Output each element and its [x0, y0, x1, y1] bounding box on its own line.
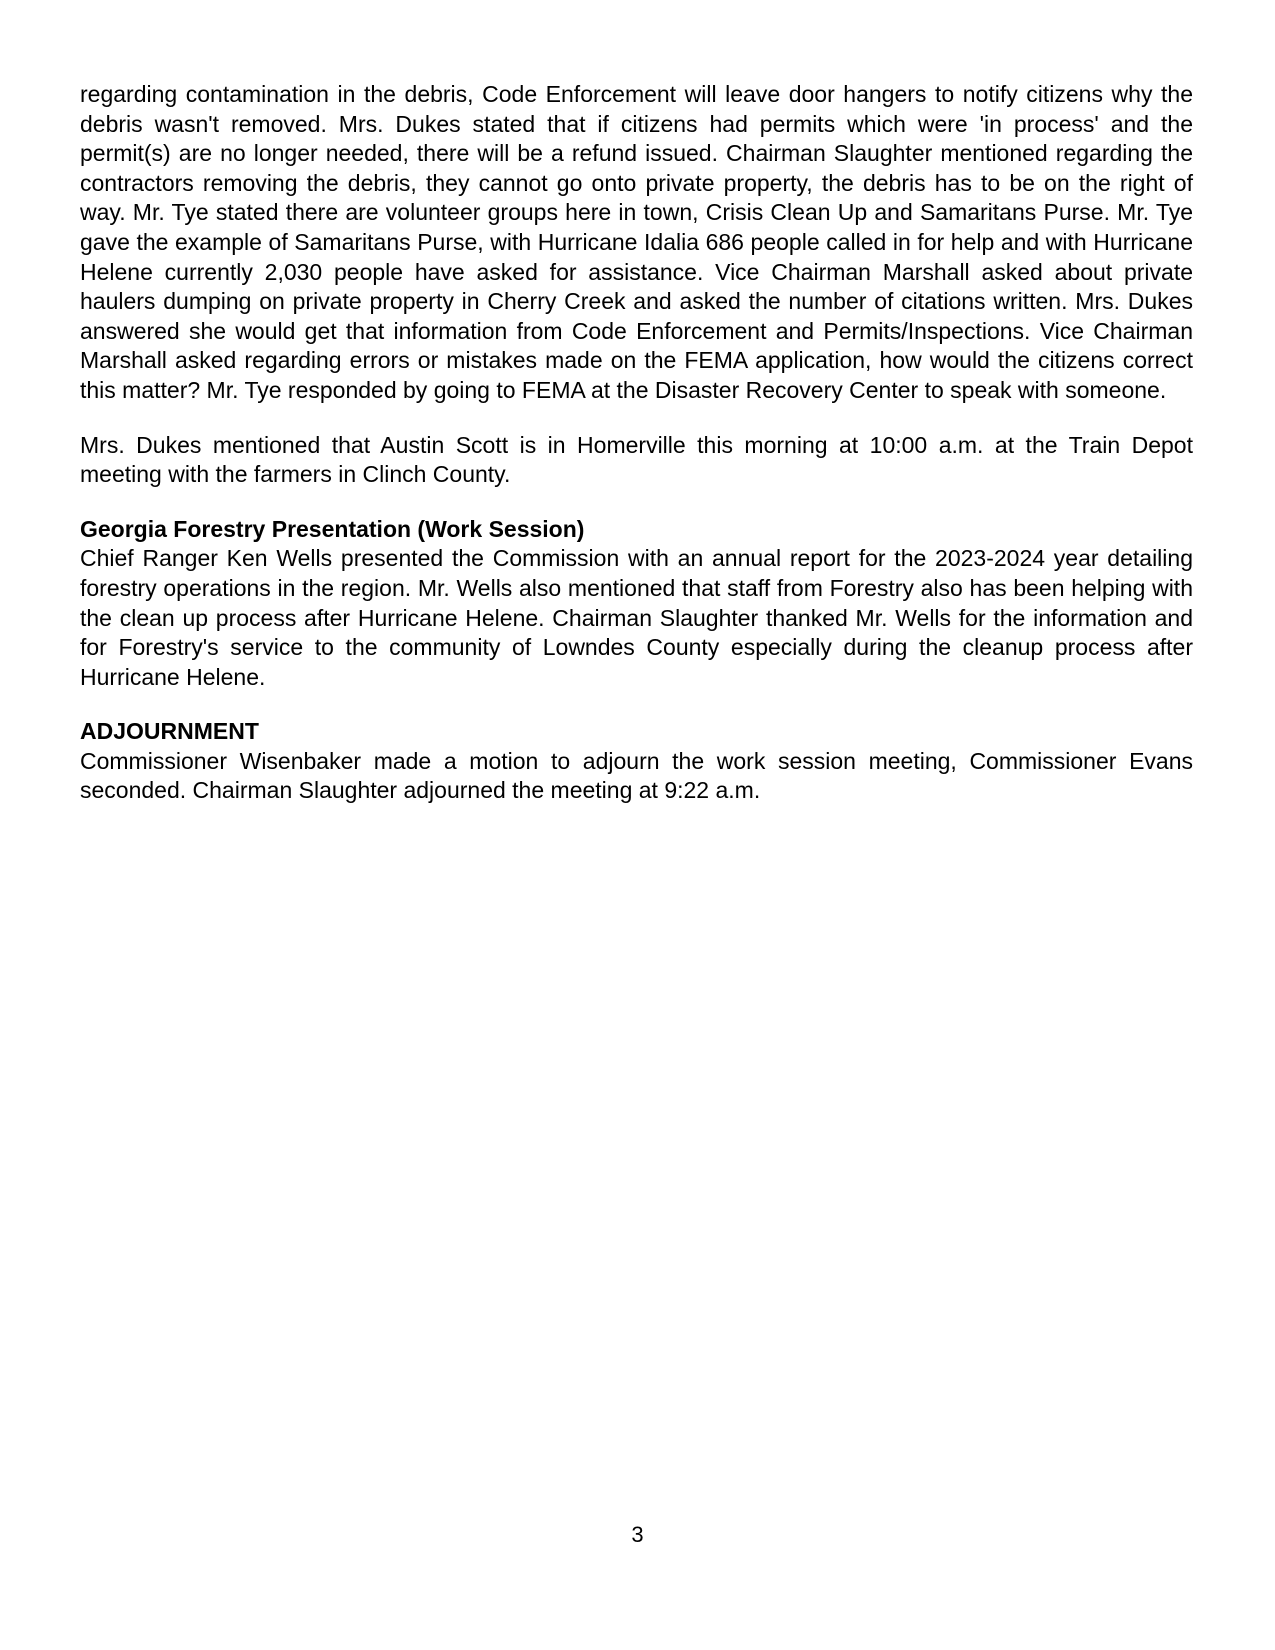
dukes-paragraph: Mrs. Dukes mentioned that Austin Scott is in Homerville this morning at 10:00 a.m. at the Train Depot meeting with the farmers in Clinch County. [80, 431, 1193, 488]
page-number: 3 [631, 1522, 644, 1547]
forestry-heading: Georgia Forestry Presentation (Work Session) [80, 515, 585, 542]
forestry-body: Chief Ranger Ken Wells presented the Commission with an annual report for the 2023-2024 year detailing forestry operations in the region. Mr. Wells also mentioned that staff from Forestry also has been helping with the clean up process after Hurricane Helene. Chairman Slaughter thanked Mr. Wells for the information and for Forestry's service to the community of Lowndes County especially during the cleanup process after Hurricane Helene. [80, 545, 1193, 690]
forestry-section [80, 515, 1193, 693]
continuation-paragraph: regarding contamination in the debris, Code Enforcement will leave door hangers to notify citizens why the debris wasn't removed. Mrs. Dukes stated that if citizens had permits which were 'in process' and the permit(s) are no longer needed, there will be a refund issued. Chairman Slaughter mentioned regarding the contractors removing the debris, they cannot go onto private property, the debris has to be on the right of way. Mr. Tye stated there are volunteer groups here in town, Crisis Clean Up and Samaritans Purse. Mr. Tye gave the example of Samaritans Purse, with Hurricane Idalia 686 people called in for help and with Hurricane Helene currently 2,030 people have asked for assistance. Vice Chairman Marshall asked about private haulers dumping on private property in Cherry Creek and asked the number of citations written. Mrs. Dukes answered she would get that information from Code Enforcement and Permits/Inspections. Vice Chairman Marshall asked regarding errors or mistakes made on the FEMA application, how would the citizens correct this matter? Mr. Tye responded by going to FEMA at the Disaster Recovery Center to speak with someone. [80, 81, 1193, 403]
adjournment-heading: ADJOURNMENT [80, 718, 259, 745]
adjournment-body: Commissioner Wisenbaker made a motion to adjourn the work session meeting, Commissioner Evans seconded. Chairman Slaughter adjourned the meeting at 9:22 a.m. [80, 747, 1193, 804]
adjournment-section [80, 717, 1193, 806]
document-page [80, 80, 1193, 806]
